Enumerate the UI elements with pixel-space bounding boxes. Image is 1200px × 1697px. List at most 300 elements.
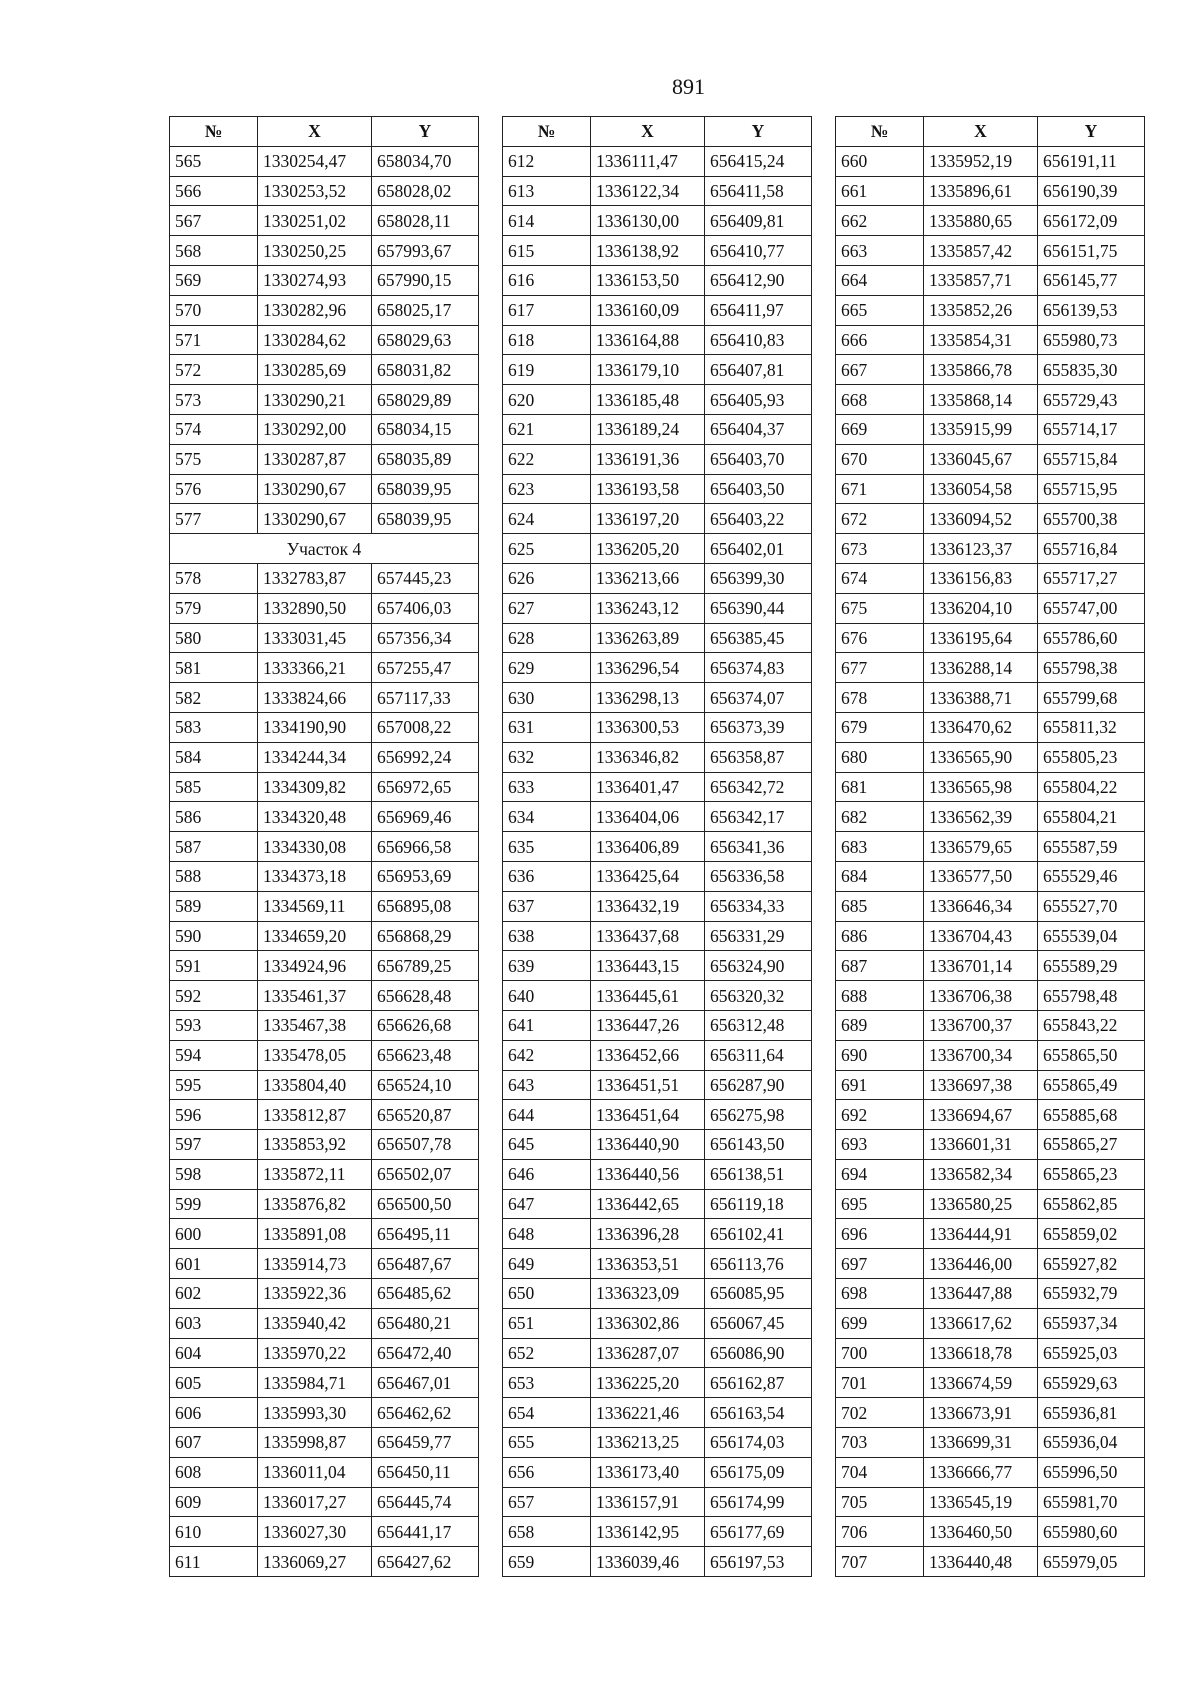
y-coordinate-cell: 656450,11 [372, 1457, 479, 1487]
point-number-cell: 579 [170, 593, 258, 623]
point-number-cell: 684 [836, 861, 924, 891]
y-coordinate-cell: 656312,48 [705, 1010, 812, 1040]
table-row [836, 385, 1145, 415]
y-coordinate-cell: 656275,98 [705, 1100, 812, 1130]
x-coordinate-cell: 1336027,30 [258, 1517, 372, 1547]
table-row [170, 653, 479, 683]
point-number-cell: 594 [170, 1040, 258, 1070]
table-row [836, 1219, 1145, 1249]
point-number-cell: 581 [170, 653, 258, 683]
point-number-cell: 571 [170, 325, 258, 355]
point-number-cell: 623 [503, 474, 591, 504]
x-coordinate-cell: 1330290,21 [258, 385, 372, 415]
y-coordinate-cell: 656407,81 [705, 355, 812, 385]
x-coordinate-cell: 1333031,45 [258, 623, 372, 653]
point-number-cell: 697 [836, 1249, 924, 1279]
x-coordinate-cell: 1335880,65 [924, 206, 1038, 236]
table-row [170, 1428, 479, 1458]
table-row [170, 981, 479, 1011]
point-number-cell: 669 [836, 414, 924, 444]
table-row [170, 1457, 479, 1487]
point-number-cell: 636 [503, 861, 591, 891]
point-number-cell: 597 [170, 1130, 258, 1160]
table-row [503, 1428, 812, 1458]
point-number-cell: 685 [836, 891, 924, 921]
point-number-cell: 568 [170, 236, 258, 266]
x-coordinate-cell: 1330282,96 [258, 295, 372, 325]
table-row [836, 325, 1145, 355]
table-row [503, 951, 812, 981]
x-coordinate-cell: 1336437,68 [591, 921, 705, 951]
point-number-cell: 605 [170, 1368, 258, 1398]
x-coordinate-cell: 1336470,62 [924, 712, 1038, 742]
y-coordinate-cell: 656177,69 [705, 1517, 812, 1547]
point-number-cell: 615 [503, 236, 591, 266]
point-number-cell: 598 [170, 1159, 258, 1189]
y-coordinate-cell: 655714,17 [1038, 414, 1145, 444]
coordinates-table-2 [502, 116, 812, 1577]
x-coordinate-cell: 1336440,90 [591, 1130, 705, 1160]
table-row [170, 1547, 479, 1577]
x-coordinate-cell: 1334309,82 [258, 772, 372, 802]
x-coordinate-cell: 1336396,28 [591, 1219, 705, 1249]
x-coordinate-cell: 1335854,31 [924, 325, 1038, 355]
y-coordinate-cell: 656145,77 [1038, 265, 1145, 295]
y-coordinate-cell: 655798,48 [1038, 981, 1145, 1011]
point-number-cell: 649 [503, 1249, 591, 1279]
point-number-cell: 647 [503, 1189, 591, 1219]
x-coordinate-cell: 1336699,31 [924, 1428, 1038, 1458]
x-coordinate-cell: 1336160,09 [591, 295, 705, 325]
point-number-cell: 567 [170, 206, 258, 236]
x-coordinate-cell: 1335467,38 [258, 1010, 372, 1040]
y-coordinate-cell: 656480,21 [372, 1308, 479, 1338]
point-number-cell: 591 [170, 951, 258, 981]
table-row [503, 653, 812, 683]
y-coordinate-cell: 658031,82 [372, 355, 479, 385]
point-number-cell: 663 [836, 236, 924, 266]
y-coordinate-cell: 656462,62 [372, 1398, 479, 1428]
x-coordinate-cell: 1336069,27 [258, 1547, 372, 1577]
y-coordinate-cell: 656403,22 [705, 504, 812, 534]
table-row [170, 1368, 479, 1398]
table-header-row [503, 117, 812, 147]
table-row [503, 1308, 812, 1338]
point-number-cell: 643 [503, 1070, 591, 1100]
point-number-cell: 632 [503, 742, 591, 772]
x-coordinate-cell: 1336425,64 [591, 861, 705, 891]
point-number-cell: 617 [503, 295, 591, 325]
y-coordinate-cell: 656623,48 [372, 1040, 479, 1070]
table-row [836, 534, 1145, 564]
header-y: Y [372, 117, 479, 147]
point-number-cell: 611 [170, 1547, 258, 1577]
point-number-cell: 637 [503, 891, 591, 921]
table-row [836, 206, 1145, 236]
y-coordinate-cell: 656445,74 [372, 1487, 479, 1517]
point-number-cell: 675 [836, 593, 924, 623]
y-coordinate-cell: 656336,58 [705, 861, 812, 891]
y-coordinate-cell: 656374,07 [705, 683, 812, 713]
table-row [503, 832, 812, 862]
point-number-cell: 658 [503, 1517, 591, 1547]
table-row [836, 593, 1145, 623]
x-coordinate-cell: 1334244,34 [258, 742, 372, 772]
table-row [836, 1279, 1145, 1309]
y-coordinate-cell: 655843,22 [1038, 1010, 1145, 1040]
point-number-cell: 665 [836, 295, 924, 325]
y-coordinate-cell: 655716,84 [1038, 534, 1145, 564]
y-coordinate-cell: 656358,87 [705, 742, 812, 772]
y-coordinate-cell: 656138,51 [705, 1159, 812, 1189]
point-number-cell: 624 [503, 504, 591, 534]
x-coordinate-cell: 1336204,10 [924, 593, 1038, 623]
y-coordinate-cell: 657356,34 [372, 623, 479, 653]
y-coordinate-cell: 656415,24 [705, 146, 812, 176]
y-coordinate-cell: 656412,90 [705, 265, 812, 295]
point-number-cell: 622 [503, 444, 591, 474]
x-coordinate-cell: 1336697,38 [924, 1070, 1038, 1100]
point-number-cell: 596 [170, 1100, 258, 1130]
x-coordinate-cell: 1334924,96 [258, 951, 372, 981]
x-coordinate-cell: 1335868,14 [924, 385, 1038, 415]
y-coordinate-cell: 656502,07 [372, 1159, 479, 1189]
table-row [503, 265, 812, 295]
table-row [503, 295, 812, 325]
table-row [503, 802, 812, 832]
x-coordinate-cell: 1336706,38 [924, 981, 1038, 1011]
y-coordinate-cell: 656374,83 [705, 653, 812, 683]
y-coordinate-cell: 657255,47 [372, 653, 479, 683]
table-row [503, 1338, 812, 1368]
y-coordinate-cell: 656459,77 [372, 1428, 479, 1458]
x-coordinate-cell: 1336440,56 [591, 1159, 705, 1189]
x-coordinate-cell: 1336243,12 [591, 593, 705, 623]
point-number-cell: 683 [836, 832, 924, 862]
point-number-cell: 679 [836, 712, 924, 742]
y-coordinate-cell: 656067,45 [705, 1308, 812, 1338]
table-row [170, 1100, 479, 1130]
x-coordinate-cell: 1335984,71 [258, 1368, 372, 1398]
table-row [503, 712, 812, 742]
point-number-cell: 650 [503, 1279, 591, 1309]
y-coordinate-cell: 655786,60 [1038, 623, 1145, 653]
x-coordinate-cell: 1336565,90 [924, 742, 1038, 772]
y-coordinate-cell: 655927,82 [1038, 1249, 1145, 1279]
point-number-cell: 656 [503, 1457, 591, 1487]
y-coordinate-cell: 656411,97 [705, 295, 812, 325]
y-coordinate-cell: 657445,23 [372, 563, 479, 593]
y-coordinate-cell: 656385,45 [705, 623, 812, 653]
table-row [170, 1159, 479, 1189]
table-row [503, 1040, 812, 1070]
section-row [170, 534, 479, 564]
point-number-cell: 635 [503, 832, 591, 862]
y-coordinate-cell: 656139,53 [1038, 295, 1145, 325]
y-coordinate-cell: 655589,29 [1038, 951, 1145, 981]
y-coordinate-cell: 655980,73 [1038, 325, 1145, 355]
table-row [836, 772, 1145, 802]
table-row [503, 355, 812, 385]
point-number-cell: 680 [836, 742, 924, 772]
table-row [170, 1338, 479, 1368]
y-coordinate-cell: 656399,30 [705, 563, 812, 593]
table-row [836, 861, 1145, 891]
table-row [503, 176, 812, 206]
y-coordinate-cell: 658029,63 [372, 325, 479, 355]
table-row [836, 683, 1145, 713]
y-coordinate-cell: 655804,22 [1038, 772, 1145, 802]
point-number-cell: 606 [170, 1398, 258, 1428]
x-coordinate-cell: 1336173,40 [591, 1457, 705, 1487]
point-number-cell: 612 [503, 146, 591, 176]
y-coordinate-cell: 655811,32 [1038, 712, 1145, 742]
x-coordinate-cell: 1336432,19 [591, 891, 705, 921]
table-row [170, 1219, 479, 1249]
table-row [836, 1428, 1145, 1458]
y-coordinate-cell: 656485,62 [372, 1279, 479, 1309]
table-row [170, 623, 479, 653]
x-coordinate-cell: 1335812,87 [258, 1100, 372, 1130]
table-row [836, 1130, 1145, 1160]
table-row [170, 295, 479, 325]
x-coordinate-cell: 1336193,58 [591, 474, 705, 504]
table-row [836, 1070, 1145, 1100]
y-coordinate-cell: 656175,09 [705, 1457, 812, 1487]
table-row [170, 1130, 479, 1160]
coordinates-table-3 [835, 116, 1145, 1577]
table-row [503, 1547, 812, 1577]
point-number-cell: 631 [503, 712, 591, 742]
point-number-cell: 630 [503, 683, 591, 713]
x-coordinate-cell: 1336700,37 [924, 1010, 1038, 1040]
table-row [836, 236, 1145, 266]
point-number-cell: 595 [170, 1070, 258, 1100]
table-row [503, 504, 812, 534]
x-coordinate-cell: 1336346,82 [591, 742, 705, 772]
point-number-cell: 640 [503, 981, 591, 1011]
x-coordinate-cell: 1336300,53 [591, 712, 705, 742]
point-number-cell: 599 [170, 1189, 258, 1219]
table-row [170, 1010, 479, 1040]
point-number-cell: 691 [836, 1070, 924, 1100]
table-row [503, 1130, 812, 1160]
point-number-cell: 583 [170, 712, 258, 742]
table-row [836, 1010, 1145, 1040]
point-number-cell: 633 [503, 772, 591, 802]
x-coordinate-cell: 1336138,92 [591, 236, 705, 266]
x-coordinate-cell: 1336443,15 [591, 951, 705, 981]
table-row [170, 712, 479, 742]
x-coordinate-cell: 1332783,87 [258, 563, 372, 593]
y-coordinate-cell: 655979,05 [1038, 1547, 1145, 1577]
y-coordinate-cell: 656174,03 [705, 1428, 812, 1458]
table-row [503, 1487, 812, 1517]
y-coordinate-cell: 656334,33 [705, 891, 812, 921]
y-coordinate-cell: 656524,10 [372, 1070, 479, 1100]
x-coordinate-cell: 1335857,71 [924, 265, 1038, 295]
x-coordinate-cell: 1336323,09 [591, 1279, 705, 1309]
x-coordinate-cell: 1335922,36 [258, 1279, 372, 1309]
point-number-cell: 586 [170, 802, 258, 832]
y-coordinate-cell: 656174,99 [705, 1487, 812, 1517]
x-coordinate-cell: 1336445,61 [591, 981, 705, 1011]
x-coordinate-cell: 1336646,34 [924, 891, 1038, 921]
x-coordinate-cell: 1333824,66 [258, 683, 372, 713]
table-row [503, 414, 812, 444]
x-coordinate-cell: 1336164,88 [591, 325, 705, 355]
point-number-cell: 655 [503, 1428, 591, 1458]
point-number-cell: 600 [170, 1219, 258, 1249]
y-coordinate-cell: 656190,39 [1038, 176, 1145, 206]
table-row [503, 1457, 812, 1487]
header-x: X [924, 117, 1038, 147]
table-row [836, 1368, 1145, 1398]
table-row [503, 861, 812, 891]
point-number-cell: 602 [170, 1279, 258, 1309]
table-row [836, 951, 1145, 981]
y-coordinate-cell: 655859,02 [1038, 1219, 1145, 1249]
y-coordinate-cell: 655835,30 [1038, 355, 1145, 385]
header-number: № [170, 117, 258, 147]
x-coordinate-cell: 1336153,50 [591, 265, 705, 295]
x-coordinate-cell: 1336263,89 [591, 623, 705, 653]
table-row [170, 206, 479, 236]
table-row [503, 1368, 812, 1398]
y-coordinate-cell: 656403,50 [705, 474, 812, 504]
x-coordinate-cell: 1335998,87 [258, 1428, 372, 1458]
x-coordinate-cell: 1336213,25 [591, 1428, 705, 1458]
table-row [503, 623, 812, 653]
x-coordinate-cell: 1336404,06 [591, 802, 705, 832]
x-coordinate-cell: 1335993,30 [258, 1398, 372, 1428]
x-coordinate-cell: 1336451,64 [591, 1100, 705, 1130]
table-row [503, 1070, 812, 1100]
y-coordinate-cell: 656151,75 [1038, 236, 1145, 266]
y-coordinate-cell: 655865,23 [1038, 1159, 1145, 1189]
table-row [836, 1517, 1145, 1547]
table-row [170, 742, 479, 772]
x-coordinate-cell: 1336452,66 [591, 1040, 705, 1070]
point-number-cell: 703 [836, 1428, 924, 1458]
table-row [836, 1100, 1145, 1130]
table-row [836, 623, 1145, 653]
point-number-cell: 667 [836, 355, 924, 385]
y-coordinate-cell: 655539,04 [1038, 921, 1145, 951]
y-coordinate-cell: 657990,15 [372, 265, 479, 295]
y-coordinate-cell: 656409,81 [705, 206, 812, 236]
point-number-cell: 582 [170, 683, 258, 713]
table-row [503, 1249, 812, 1279]
point-number-cell: 642 [503, 1040, 591, 1070]
point-number-cell: 651 [503, 1308, 591, 1338]
point-number-cell: 572 [170, 355, 258, 385]
y-coordinate-cell: 656992,24 [372, 742, 479, 772]
x-coordinate-cell: 1336195,64 [924, 623, 1038, 653]
table-row [836, 1040, 1145, 1070]
table-row [170, 802, 479, 832]
point-number-cell: 681 [836, 772, 924, 802]
table-row [836, 474, 1145, 504]
x-coordinate-cell: 1334659,20 [258, 921, 372, 951]
y-coordinate-cell: 656972,65 [372, 772, 479, 802]
y-coordinate-cell: 656390,44 [705, 593, 812, 623]
table-row [836, 1487, 1145, 1517]
x-coordinate-cell: 1336045,67 [924, 444, 1038, 474]
header-number: № [503, 117, 591, 147]
y-coordinate-cell: 655932,79 [1038, 1279, 1145, 1309]
point-number-cell: 634 [503, 802, 591, 832]
y-coordinate-cell: 658034,70 [372, 146, 479, 176]
y-coordinate-cell: 656472,40 [372, 1338, 479, 1368]
y-coordinate-cell: 656311,64 [705, 1040, 812, 1070]
x-coordinate-cell: 1330287,87 [258, 444, 372, 474]
table-row [170, 1040, 479, 1070]
point-number-cell: 682 [836, 802, 924, 832]
point-number-cell: 608 [170, 1457, 258, 1487]
table-row [170, 414, 479, 444]
point-number-cell: 648 [503, 1219, 591, 1249]
table-row [170, 1398, 479, 1428]
y-coordinate-cell: 656895,08 [372, 891, 479, 921]
table-row [503, 921, 812, 951]
table-row [836, 1159, 1145, 1189]
table-row [503, 563, 812, 593]
x-coordinate-cell: 1336444,91 [924, 1219, 1038, 1249]
y-coordinate-cell: 655799,68 [1038, 683, 1145, 713]
table-row [170, 504, 479, 534]
table-row [503, 891, 812, 921]
header-y: Y [705, 117, 812, 147]
table-row [503, 474, 812, 504]
table-row [170, 474, 479, 504]
y-coordinate-cell: 655925,03 [1038, 1338, 1145, 1368]
x-coordinate-cell: 1336157,91 [591, 1487, 705, 1517]
x-coordinate-cell: 1336197,20 [591, 504, 705, 534]
x-coordinate-cell: 1336440,48 [924, 1547, 1038, 1577]
point-number-cell: 695 [836, 1189, 924, 1219]
x-coordinate-cell: 1336577,50 [924, 861, 1038, 891]
x-coordinate-cell: 1336213,66 [591, 563, 705, 593]
y-coordinate-cell: 656507,78 [372, 1130, 479, 1160]
x-coordinate-cell: 1336111,47 [591, 146, 705, 176]
point-number-cell: 573 [170, 385, 258, 415]
y-coordinate-cell: 658028,02 [372, 176, 479, 206]
y-coordinate-cell: 656404,37 [705, 414, 812, 444]
point-number-cell: 699 [836, 1308, 924, 1338]
y-coordinate-cell: 655937,34 [1038, 1308, 1145, 1338]
x-coordinate-cell: 1330284,62 [258, 325, 372, 355]
table-row [836, 712, 1145, 742]
y-coordinate-cell: 658025,17 [372, 295, 479, 325]
x-coordinate-cell: 1335876,82 [258, 1189, 372, 1219]
x-coordinate-cell: 1336582,34 [924, 1159, 1038, 1189]
point-number-cell: 588 [170, 861, 258, 891]
x-coordinate-cell: 1336189,24 [591, 414, 705, 444]
point-number-cell: 621 [503, 414, 591, 444]
table-row [836, 444, 1145, 474]
point-number-cell: 565 [170, 146, 258, 176]
x-coordinate-cell: 1335940,42 [258, 1308, 372, 1338]
table-row [503, 593, 812, 623]
point-number-cell: 614 [503, 206, 591, 236]
point-number-cell: 616 [503, 265, 591, 295]
point-number-cell: 704 [836, 1457, 924, 1487]
table-row [836, 921, 1145, 951]
y-coordinate-cell: 658034,15 [372, 414, 479, 444]
y-coordinate-cell: 656410,83 [705, 325, 812, 355]
table-row [170, 236, 479, 266]
